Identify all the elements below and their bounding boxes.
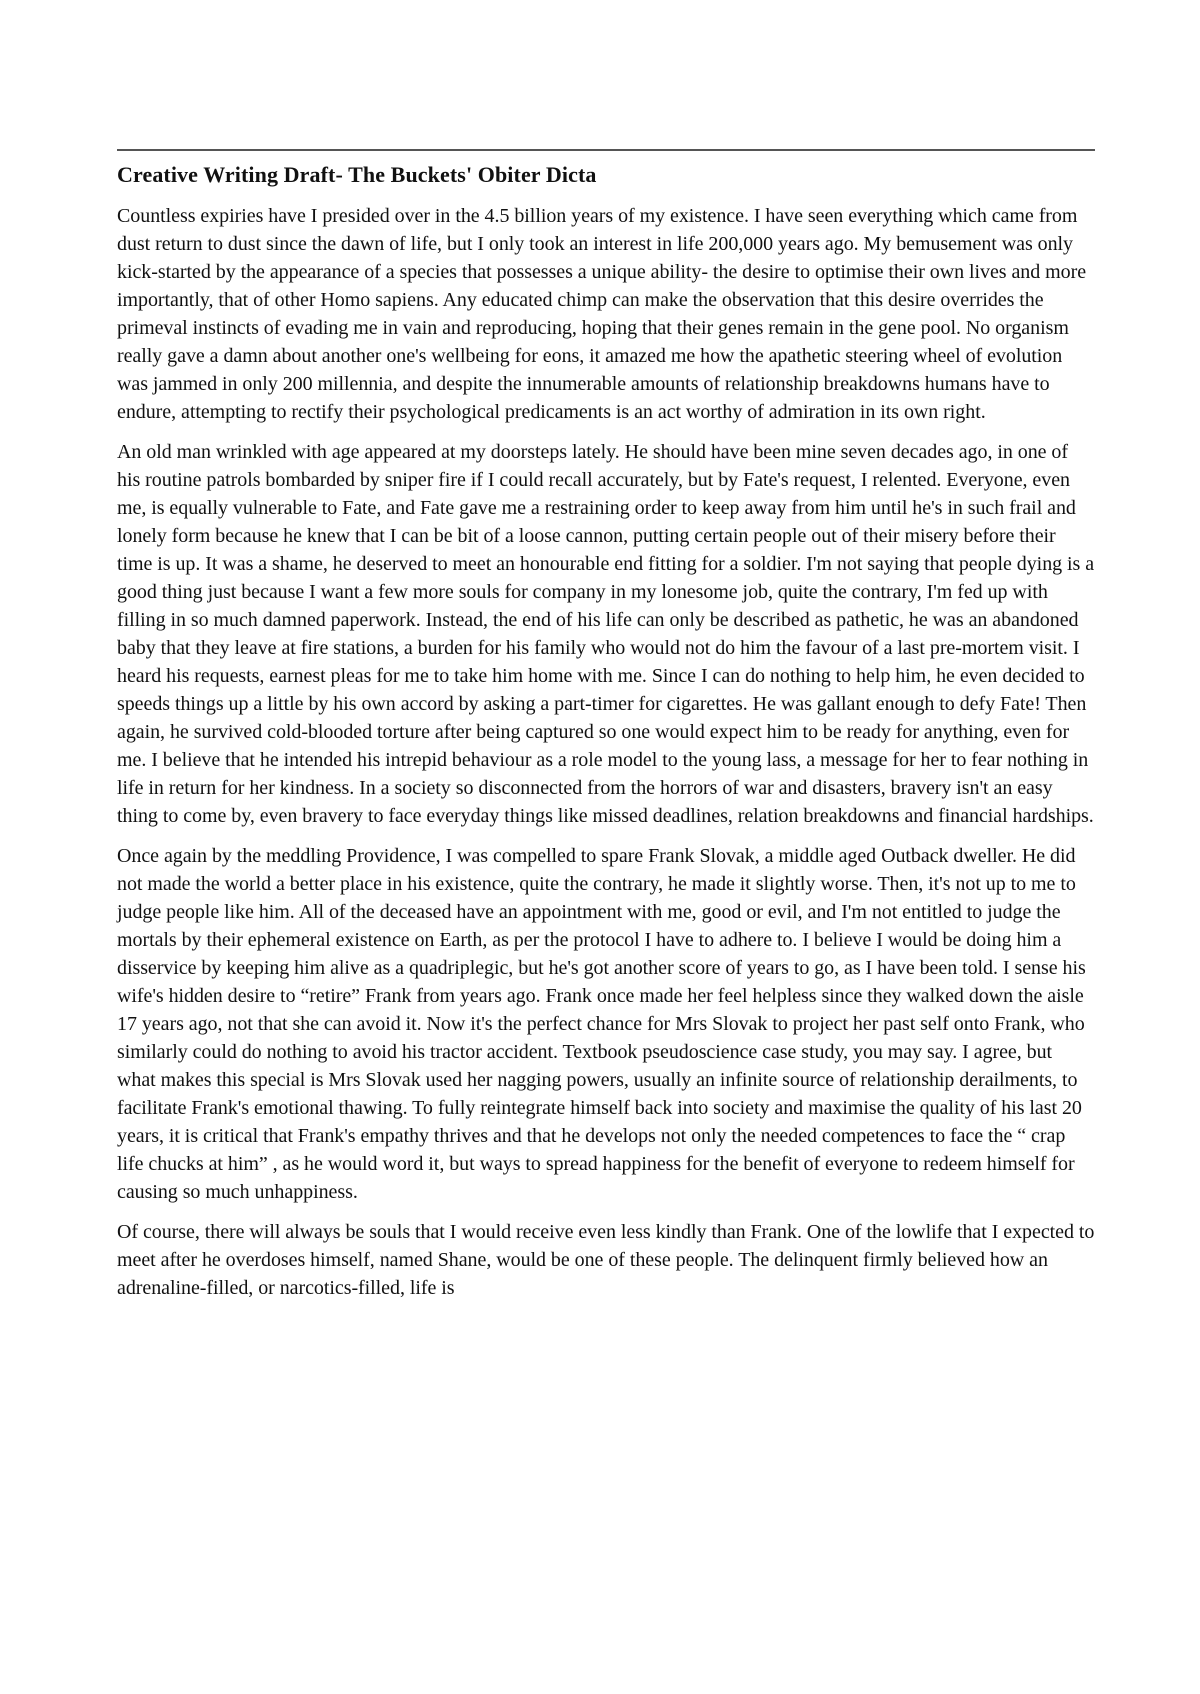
header-rule — [117, 149, 1095, 151]
document-page — [117, 149, 1095, 1314]
document-title: Creative Writing Draft- The Buckets' Obiter Dicta — [117, 162, 597, 187]
paragraph-1: Countless expiries have I presided over in the 4.5 billion years of my existence. I have seen everything which came from dust return to dust since the dawn of life, but I only took an interest in life 200,000 years ago. My bemusement was only kick-started by the appearance of a species that possesses a unique ability- the desire to optimise their own lives and more importantly, that of other Homo sapiens. Any educated chimp can make the observation that this desire overrides the primeval instincts of evading me in vain and reproducing, hoping that their genes remain in the gene pool. No organism really gave a damn about another one's wellbeing for eons, it amazed me how the apathetic steering wheel of evolution was jammed in only 200 millennia, and despite the innumerable amounts of relationship breakdowns humans have to endure, attempting to rectify their psychological predicaments is an act worthy of admiration in its own right. — [117, 205, 1087, 423]
paragraph-3: Once again by the meddling Providence, I was compelled to spare Frank Slovak, a middle aged Outback dweller. He did not made the world a better place in his existence, quite the contrary, he made it slightly worse. Then, it's not up to me to judge people like him. All of the deceased have an appointment with me, good or evil, and I'm not entitled to judge the mortals by their ephemeral existence on Earth, as per the protocol I have to adhere to. I believe I would be doing him a disservice by keeping him alive as a quadriplegic, but he's got another score of years to go, as I have been told. I sense his wife's hidden desire to “retire” Frank from years ago. Frank once made her feel helpless since they walked down the aisle 17 years ago, not that she can avoid it. Now it's the perfect chance for Mrs Slovak to project her past self onto Frank, who similarly could do nothing to avoid his tractor accident. Textbook pseudoscience case study, you may say. I agree, but what makes this special is Mrs Slovak used her nagging powers, usually an infinite source of relationship derailments, to facilitate Frank's emotional thawing. To fully reintegrate himself back into society and maximise the quality of his last 20 years, it is critical that Frank's empathy thrives and that he develops not only the needed competences to face the “ crap life chucks at him” , as he would word it, but ways to spread happiness for the benefit of everyone to redeem himself for causing so much unhappiness. — [117, 845, 1086, 1203]
paragraph-4: Of course, there will always be souls that I would receive even less kindly than Frank. One of the lowlife that I expected to meet after he overdoses himself, named Shane, would be one of these people. The delinquent firmly believed how an adrenaline-filled, or narcotics-filled, life is — [117, 1221, 1095, 1299]
paragraph-2: An old man wrinkled with age appeared at my doorsteps lately. He should have been mine seven decades ago, in one of his routine patrols bombarded by sniper fire if I could recall accurately, but by Fate's request, I relented. Everyone, even me, is equally vulnerable to Fate, and Fate gave me a restraining order to keep away from him until he's in such frail and lonely form because he knew that I can be bit of a loose cannon, putting certain people out of their misery before their time is up. It was a shame, he deserved to meet an honourable end fitting for a soldier. I'm not saying that people dying is a good thing just because I want a few more souls for company in my lonesome job, quite the contrary, I'm fed up with filling in so much damned paperwork. Instead, the end of his life can only be described as pathetic, he was an abandoned baby that they leave at fire stations, a burden for his family who would not do him the favour of a last pre-mortem visit. I heard his requests, earnest pleas for me to take him home with me. Since I can do nothing to help him, he even decided to speeds things up a little by his own accord by asking a part-timer for cigarettes. He was gallant enough to defy Fate! Then again, he survived cold-blooded torture after being captured so one would expect him to be ready for anything, even for me. I believe that he intended his intrepid behaviour as a role model to the young lass, a message for her to fear nothing in life in return for her kindness. In a society so disconnected from the horrors of war and disasters, bravery isn't an easy thing to come by, even bravery to face everyday things like missed deadlines, relation breakdowns and financial hardships. — [117, 441, 1095, 827]
